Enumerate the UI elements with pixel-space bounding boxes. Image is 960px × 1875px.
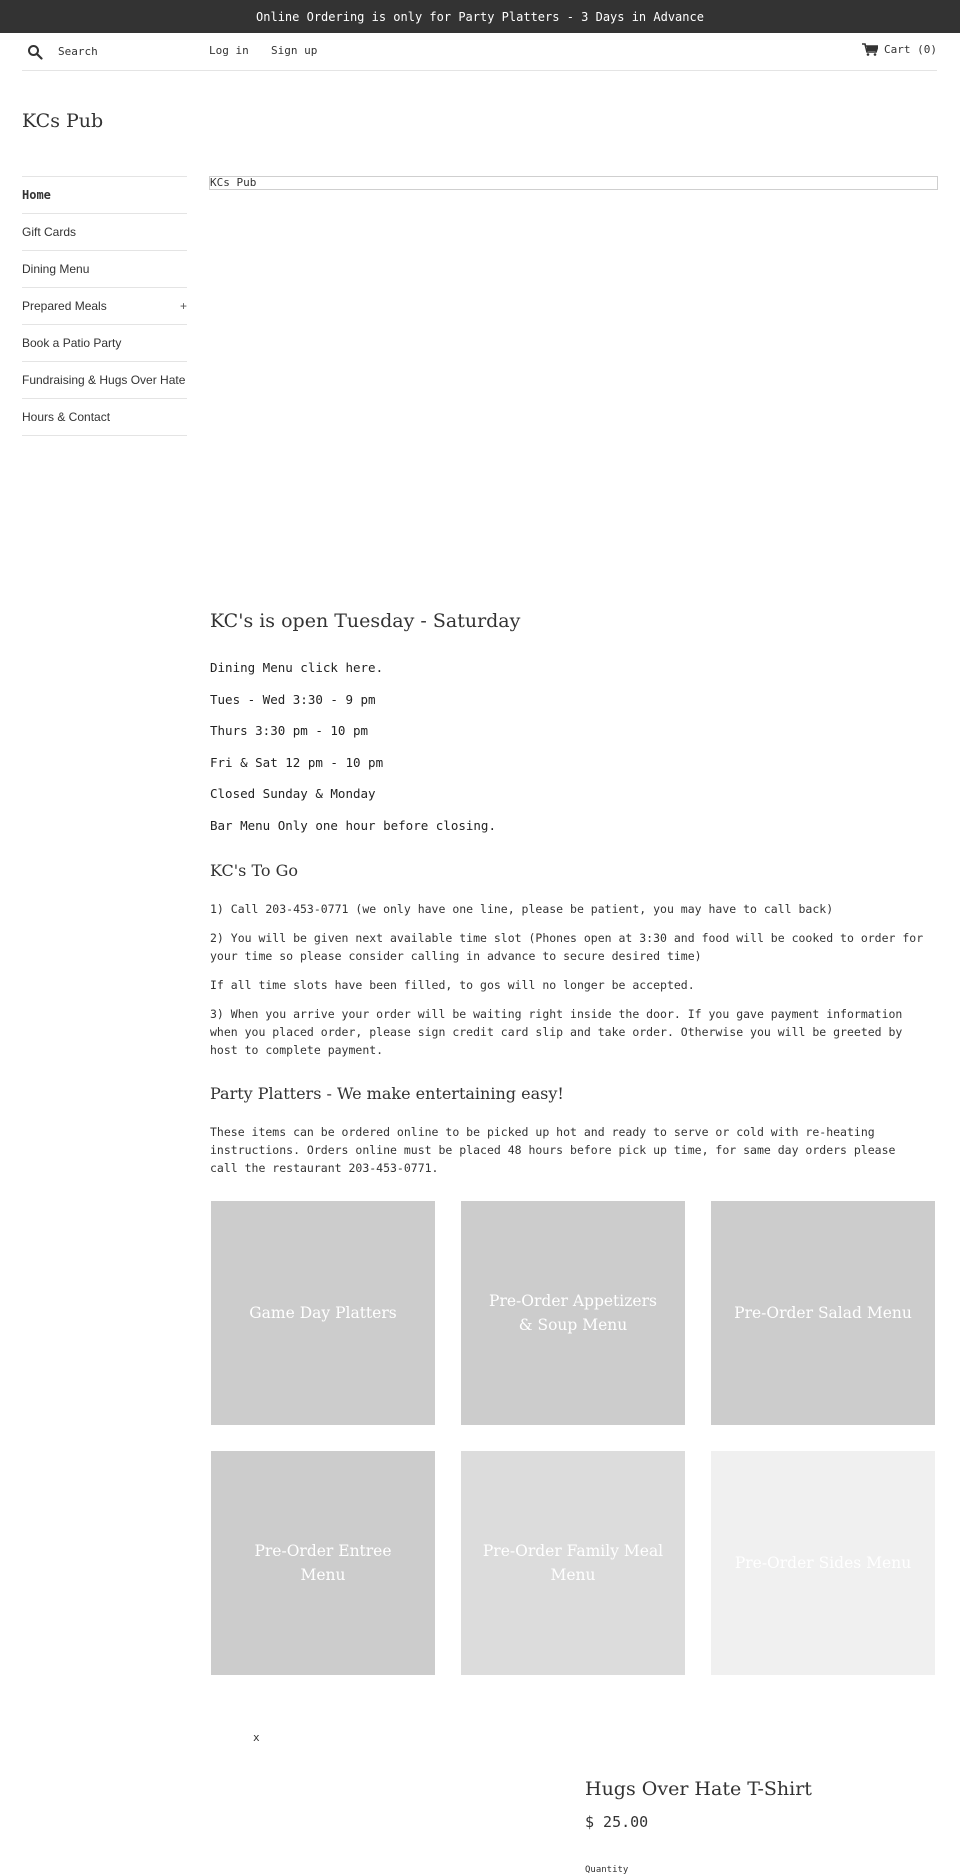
announcement-text: Online Ordering is only for Party Platters - 3 Days in Advance [256, 9, 704, 24]
sidebar-item-gift-cards[interactable] [22, 214, 187, 251]
togo-paragraph: 3) When you arrive your order will be waiting right inside the door. If you gave payment information when you placed order, please sign credit card slip and take order. Otherwise you will be greeted by host to complete payment. [210, 1007, 903, 1057]
collection-title: Pre-Order Sides Menu [734, 1554, 912, 1572]
collection-tile-game-day[interactable] [211, 1201, 435, 1425]
sidebar-item-label: Hours & Contact [22, 410, 111, 424]
signup-link[interactable]: Sign up [271, 44, 318, 57]
top-bar [22, 33, 937, 71]
hours-line: Fri & Sat 12 pm - 10 pm [210, 755, 384, 770]
dining-menu-link[interactable]: Dining Menu click here. [210, 660, 384, 675]
collection-title: Game Day Platters [249, 1304, 397, 1322]
sidebar-item-hours-contact[interactable] [22, 399, 187, 436]
sidebar-item-label: Fundraising & Hugs Over Hate [22, 373, 186, 387]
sidebar-item-patio-party[interactable] [22, 325, 187, 362]
cart-label: Cart (0) [884, 43, 937, 56]
sidebar-item-home[interactable] [22, 177, 187, 214]
sidebar-item-label: Dining Menu [22, 262, 90, 276]
platters-heading: Party Platters - We make entertaining easy! [210, 1084, 564, 1103]
sidebar-item-fundraising[interactable] [22, 362, 187, 399]
sidebar-item-label: Home [22, 188, 51, 202]
search-icon[interactable] [27, 44, 43, 60]
sidebar-nav [22, 176, 187, 436]
collection-title: Pre-Order Entree Menu [254, 1542, 392, 1584]
hours-line: Closed Sunday & Monday [210, 786, 376, 801]
togo-paragraph: 1) Call 203-453-0771 (we only have one line, please be patient, you may have to call back) [210, 902, 834, 916]
collection-title: Pre-Order Salad Menu [734, 1304, 912, 1322]
cart-icon [862, 43, 878, 56]
sidebar-item-label: Prepared Meals [22, 299, 107, 313]
sidebar-item-label: Gift Cards [22, 225, 77, 239]
sidebar-item-label: Book a Patio Party [22, 336, 122, 350]
collection-tile-appetizers[interactable] [461, 1201, 685, 1425]
collection-title: Pre-Order Appetizers & Soup Menu [489, 1292, 657, 1334]
sidebar-item-dining-menu[interactable] [22, 251, 187, 288]
announcement-bar [0, 0, 960, 33]
slideshow-alt-text: KCs Pub [210, 176, 257, 189]
hours-line: Bar Menu Only one hour before closing. [210, 818, 496, 833]
collection-tile-salad[interactable] [711, 1201, 935, 1425]
sidebar-item-prepared-meals[interactable] [22, 288, 187, 325]
togo-paragraph: 2) You will be given next available time slot (Phones open at 3:30 and food will be cooked to order for your time so please consider calling in advance to secure desired time) [210, 931, 924, 963]
product-price: $ 25.00 [585, 1813, 649, 1831]
platters-intro: These items can be ordered online to be picked up hot and ready to serve or cold with re-heating instructions. Orders online must be placed 48 hours before pick up time, for same day orders please call the restaurant 203-453-0771. [210, 1125, 896, 1175]
collection-tile-sides[interactable] [711, 1451, 935, 1675]
hours-heading: KC's is open Tuesday - Saturday [210, 610, 521, 632]
slideshow-image[interactable] [209, 176, 938, 190]
collection-title: Pre-Order Family Meal Menu [482, 1542, 664, 1584]
hours-line: Thurs 3:30 pm - 10 pm [210, 723, 369, 738]
close-icon[interactable]: x [253, 1731, 260, 1744]
search-input[interactable] [58, 41, 198, 61]
hours-line: Tues - Wed 3:30 - 9 pm [210, 692, 376, 707]
product-title: Hugs Over Hate T-Shirt [585, 1778, 812, 1800]
collection-tile-family-meal[interactable] [461, 1451, 685, 1675]
quantity-label: Quantity [585, 1865, 629, 1875]
togo-paragraph: If all time slots have been filled, to gos will no longer be accepted. [210, 978, 695, 992]
togo-heading: KC's To Go [210, 861, 299, 880]
expand-icon[interactable]: + [179, 299, 187, 313]
login-link[interactable]: Log in [209, 44, 249, 57]
site-logo[interactable]: KCs Pub [22, 110, 104, 132]
collection-tile-entree[interactable] [211, 1451, 435, 1675]
cart-link[interactable] [862, 43, 937, 56]
